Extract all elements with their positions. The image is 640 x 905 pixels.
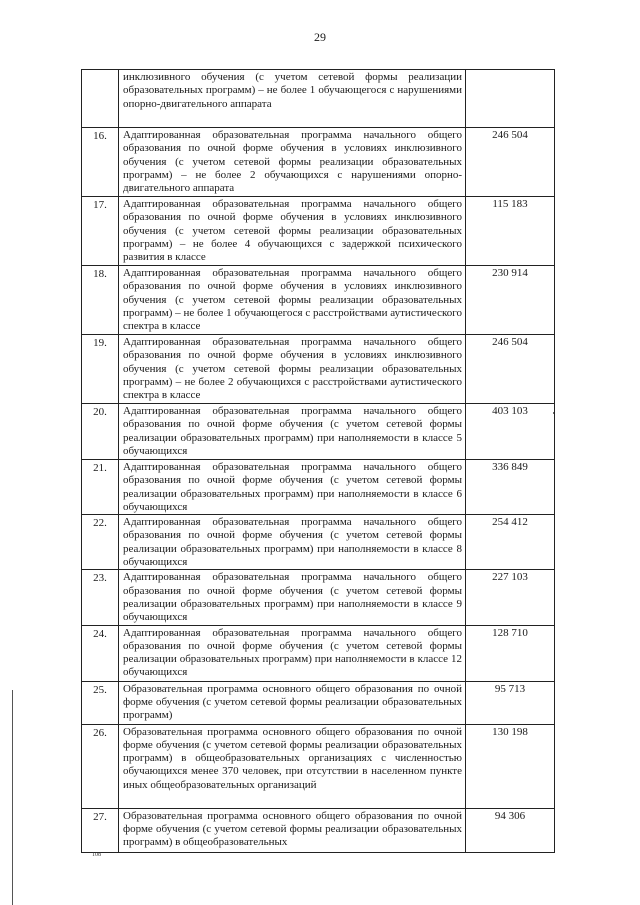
program-description: Образовательная программа основного общего образования по очной форме обучения (с учетом сетевой формы реализации образовательных программ) в общеобразовательных <box>119 808 466 852</box>
table-row <box>82 808 555 852</box>
program-description: инклюзивного обучения (с учетом сетевой формы реализации образовательных программ) – не более 1 обучающегося с нарушениями опорно-двигательного аппарата <box>119 70 466 128</box>
program-description: Адаптированная образовательная программа начального общего образования по очной форме обучения в условиях инклюзивного обучения (с учетом сетевой формы реализации образовательных программ) – не более 4 обучающихся с задержкой психического развития в классе <box>119 197 466 266</box>
cost-value: 94 306 <box>466 808 555 852</box>
program-description: Образовательная программа основного общего образования по очной форме обучения (с учетом сетевой формы реализации образовательных программ) <box>119 681 466 724</box>
cost-value: 227 103 <box>466 570 555 625</box>
cost-value: 254 412 <box>466 515 555 570</box>
row-number: 23. <box>82 570 119 625</box>
table-row <box>82 625 555 681</box>
program-description: Образовательная программа основного общего образования по очной форме обучения (с учетом сетевой формы реализации образовательных программ) в общеобразовательных организациях с численностью обучающихся менее 370 человек, при отсутствии в населенном пункте иных общеобразовательных организаций <box>119 724 466 808</box>
program-description: Адаптированная образовательная программа начального общего образования по очной форме обучения (с учетом сетевой формы реализации образовательных программ) при наполняемости в классе 5 обучающихся <box>119 404 466 460</box>
row-number <box>82 70 119 128</box>
cost-value: 130 198 <box>466 724 555 808</box>
program-description: Адаптированная образовательная программа начального общего образования по очной форме обучения (с учетом сетевой формы реализации образовательных программ) при наполняемости в классе 8 обучающихся <box>119 515 466 570</box>
table-row <box>82 70 555 128</box>
row-number: 18. <box>82 266 119 335</box>
page-number: 29 <box>314 30 326 44</box>
cost-value: 246 504 <box>466 335 555 404</box>
program-description: Адаптированная образовательная программа начального общего образования по очной форме обучения в условиях инклюзивного обучения (с учетом сетевой формы реализации образовательных программ) – не более 1 обучающегося с расстройствами аутистического спектра в классе <box>119 266 466 335</box>
funding-table <box>81 69 555 853</box>
cost-value: 115 183 <box>466 197 555 266</box>
row-number: 21. <box>82 460 119 515</box>
table-row <box>82 335 555 404</box>
program-description: Адаптированная образовательная программа начального общего образования по очной форме обучения (с учетом сетевой формы реализации образовательных программ) при наполняемости в классе 12 обучающихся <box>119 625 466 681</box>
table-row <box>82 266 555 335</box>
table-row <box>82 570 555 625</box>
table-row <box>82 197 555 266</box>
row-number: 17. <box>82 197 119 266</box>
scan-edge-line <box>12 690 13 905</box>
row-number: 24. <box>82 625 119 681</box>
table-row <box>82 724 555 808</box>
cost-value: 403 103 <box>466 404 555 460</box>
scan-speck <box>553 412 554 414</box>
row-number: 25. <box>82 681 119 724</box>
cost-value: 230 914 <box>466 266 555 335</box>
row-number: 16. <box>82 128 119 197</box>
table-row <box>82 128 555 197</box>
program-description: Адаптированная образовательная программа начального общего образования по очной форме обучения в условиях инклюзивного обучения (с учетом сетевой формы реализации образовательных программ) – не более 2 обучающихся с нарушениями опорно-двигательного аппарата <box>119 128 466 197</box>
table-row <box>82 681 555 724</box>
cost-value <box>466 70 555 128</box>
cost-value: 128 710 <box>466 625 555 681</box>
program-description: Адаптированная образовательная программа начального общего образования по очной форме обучения (с учетом сетевой формы реализации образовательных программ) при наполняемости в классе 6 обучающихся <box>119 460 466 515</box>
cost-value: 336 849 <box>466 460 555 515</box>
row-number: 27. <box>82 808 119 852</box>
row-number: 26. <box>82 724 119 808</box>
footer-mark: 108 <box>92 852 101 858</box>
row-number: 22. <box>82 515 119 570</box>
cost-value: 246 504 <box>466 128 555 197</box>
program-description: Адаптированная образовательная программа начального общего образования по очной форме обучения в условиях инклюзивного обучения (с учетом сетевой формы реализации образовательных программ) – не более 2 обучающихся с расстройствами аутистического спектра в классе <box>119 335 466 404</box>
table-row <box>82 460 555 515</box>
row-number: 20. <box>82 404 119 460</box>
cost-value: 95 713 <box>466 681 555 724</box>
table-row <box>82 515 555 570</box>
program-description: Адаптированная образовательная программа начального общего образования по очной форме обучения (с учетом сетевой формы реализации образовательных программ) при наполняемости в классе 9 обучающихся <box>119 570 466 625</box>
table-row <box>82 404 555 460</box>
row-number: 19. <box>82 335 119 404</box>
